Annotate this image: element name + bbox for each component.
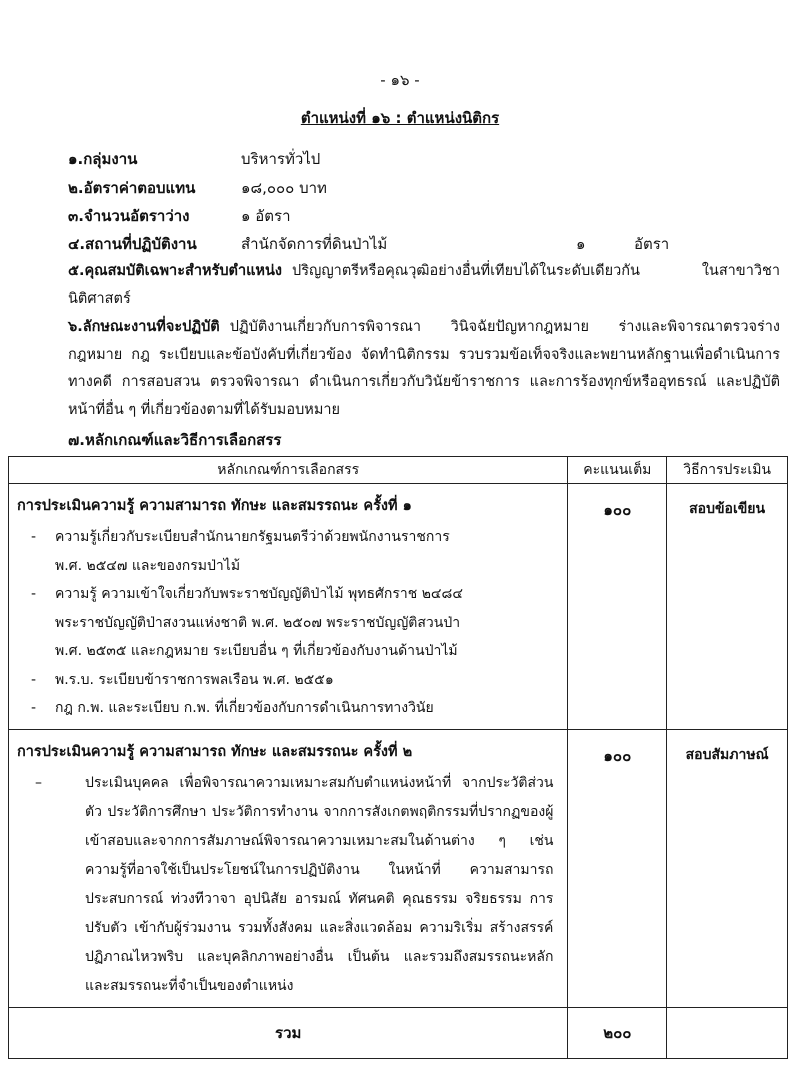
table-header-row bbox=[9, 457, 788, 484]
round1-score: ๑๐๐ bbox=[568, 484, 667, 730]
round2-text: ประเมินบุคคล เพื่อพิจารณาความเหมาะสมกับตำแหน่งหน้าที่ จากประวัติส่วนตัว ประวัติการศึกษา ประวัติการทำงาน จากการสังเกตพฤติกรรมที่ปรากฏของผู้เข้าสอบและจากการสัมภาษณ์พิจารณาความเหมาะสมในด้านต่าง ๆ เช่น ความรู้ที่อาจใช้เป็นประโยชน์ในการปฏิบัติงาน ในหน้าที่ ความสามารถ ประสบการณ์ ท่วงทีวาจา อุปนิสัย อารมณ์ ทัศนคติ คุณธรรม จริยธรรม การปรับตัว เข้ากับผู้ร่วมงาน รวมทั้งสังคม และสิ่งแวดล้อม ความริเริ่ม สร้างสรรค์ ปฏิภาณไหวพริบ และบุคลิกภาพอย่างอื่น เป็นต้น และรวมถึงสมรรถนะหลัก และสมรรถนะที่จำเป็นของตำแหน่ง bbox=[85, 774, 554, 994]
total-score: ๒๐๐ bbox=[568, 1007, 667, 1058]
round1-title: การประเมินความรู้ ความสามารถ ทักษะ และสมรรถนะ ครั้งที่ ๑ bbox=[17, 498, 412, 514]
list-item: - ความรู้ ความเข้าใจเกี่ยวกับพระราชบัญญัติป่าไม้ พุทธศักราช ๒๔๘๔ พระราชบัญญัติป่าสงวนแห่งชาติ พ.ศ. ๒๕๐๗ พระราชบัญญัติสวนป่า พ.ศ. ๒๕๓๕ และกฎหมาย ระเบียบอื่น ๆ ที่เกี่ยวข้องกับงานด้านป่าไม้ bbox=[31, 586, 463, 659]
group-value: บริหารทั่วไป bbox=[241, 150, 321, 168]
page-number: - ๑๖ - bbox=[380, 71, 420, 89]
round2-score: ๑๐๐ bbox=[568, 729, 667, 1007]
qualification-text: ปริญญาตรีหรือคุณวุฒิอย่างอื่นที่เทียบได้ในระดับเดียวกัน ในสาขาวิชานิติศาสตร์ bbox=[68, 263, 780, 307]
round2-cell bbox=[9, 729, 568, 1007]
list-item: - กฎ ก.พ. และระเบียบ ก.พ. ที่เกี่ยวข้องกับการดำเนินการทางวินัย bbox=[31, 700, 434, 716]
info-workplace bbox=[68, 232, 197, 256]
header-full-score: คะแนนเต็ม bbox=[568, 457, 667, 484]
vacancy-value: ๑ อัตรา bbox=[241, 207, 291, 225]
qualification-paragraph bbox=[68, 258, 780, 313]
criteria-table bbox=[8, 456, 788, 1059]
duties-label: ๖.ลักษณะงานที่จะปฏิบัติ bbox=[68, 319, 220, 335]
qualification-label: ๕.คุณสมบัติเฉพาะสำหรับตำแหน่ง bbox=[68, 263, 282, 279]
vacancy-label: ๓.จำนวนอัตราว่าง bbox=[68, 207, 190, 225]
list-item: – ประเมินบุคคล เพื่อพิจารณาความเหมาะสมกับตำแหน่งหน้าที่ จากประวัติส่วนตัว ประวัติการศึกษา ประวัติการทำงาน จากการสังเกตพฤติกรรมที่ปรากฏของผู้เข้าสอบและจากการสัมภาษณ์พิจารณาความเหมาะสมในด้านต่าง ๆ เช่น ความรู้ที่อาจใช้เป็นประโยชน์ในการปฏิบัติงาน ในหน้าที่ ความสามารถ ประสบการณ์ ท่วงทีวาจา อุปนิสัย อารมณ์ ทัศนคติ คุณธรรม จริยธรรม การปรับตัว เข้ากับผู้ร่วมงาน รวมทั้งสังคม และสิ่งแวดล้อม ความริเริ่ม สร้างสรรค์ ปฏิภาณไหวพริบ และบุคลิกภาพอย่างอื่น เป็นต้น และรวมถึงสมรรถนะหลัก และสมรรถนะที่จำเป็นของตำแหน่ง bbox=[35, 774, 554, 994]
info-vacancy bbox=[68, 204, 190, 228]
info-group bbox=[68, 147, 137, 171]
salary-value: ๑๘,๐๐๐ บาท bbox=[241, 179, 327, 197]
criteria-heading: ๗.หลักเกณฑ์และวิธีการเลือกสรร bbox=[68, 431, 282, 449]
list-item: - พ.ร.บ. ระเบียบข้าราชการพลเรือน พ.ศ. ๒๕๕๑ bbox=[31, 671, 334, 688]
round2-title: การประเมินความรู้ ความสามารถ ทักษะ และสมรรถนะ ครั้งที่ ๒ bbox=[17, 743, 413, 760]
list-item: - ความรู้เกี่ยวกับระเบียบสำนักนายกรัฐมนตรีว่าด้วยพนักงานราชการ พ.ศ. ๒๕๔๗ และของกรมป่าไม้ bbox=[31, 529, 450, 574]
info-salary bbox=[68, 176, 195, 200]
table-row bbox=[9, 729, 788, 1007]
table-row bbox=[9, 484, 788, 730]
position-title: ตำแหน่งที่ ๑๖ : ตำแหน่งนิติกร bbox=[300, 109, 500, 127]
workplace-count: ๑ bbox=[576, 235, 586, 253]
round1-method: สอบข้อเขียน bbox=[667, 484, 788, 730]
round2-method: สอบสัมภาษณ์ bbox=[667, 729, 788, 1007]
header-criteria: หลักเกณฑ์การเลือกสรร bbox=[9, 457, 568, 484]
workplace-unit: อัตรา bbox=[634, 235, 670, 253]
total-label: รวม bbox=[9, 1007, 568, 1058]
round1-cell bbox=[9, 484, 568, 730]
group-label: ๑.กลุ่มงาน bbox=[68, 150, 138, 168]
header-method: วิธีการประเมิน bbox=[667, 457, 788, 484]
total-method-empty bbox=[667, 1007, 788, 1058]
total-row bbox=[9, 1007, 788, 1058]
duties-paragraph bbox=[68, 314, 780, 424]
workplace-label: ๔.สถานที่ปฏิบัติงาน bbox=[68, 235, 197, 253]
duties-text: ปฏิบัติงานเกี่ยวกับการพิจารณา วินิจฉัยปัญหากฎหมาย ร่างและพิจารณาตรวจร่างกฎหมาย กฎ ระเบียบและข้อบังคับที่เกี่ยวข้อง จัดทำนิติกรรม รวบรวมข้อเท็จจริงและพยานหลักฐานเพื่อดำเนินการทางคดี การสอบสวน ตรวจพิจารณา ดำเนินการเกี่ยวกับวินัยข้าราชการ และการร้องทุกข์หรืออุทธรณ์ และปฏิบัติหน้าที่อื่น ๆ ที่เกี่ยวข้องตามที่ได้รับมอบหมาย bbox=[68, 319, 780, 418]
salary-label: ๒.อัตราค่าตอบแทน bbox=[68, 179, 196, 197]
workplace-value: สำนักจัดการที่ดินป่าไม้ bbox=[241, 235, 388, 253]
